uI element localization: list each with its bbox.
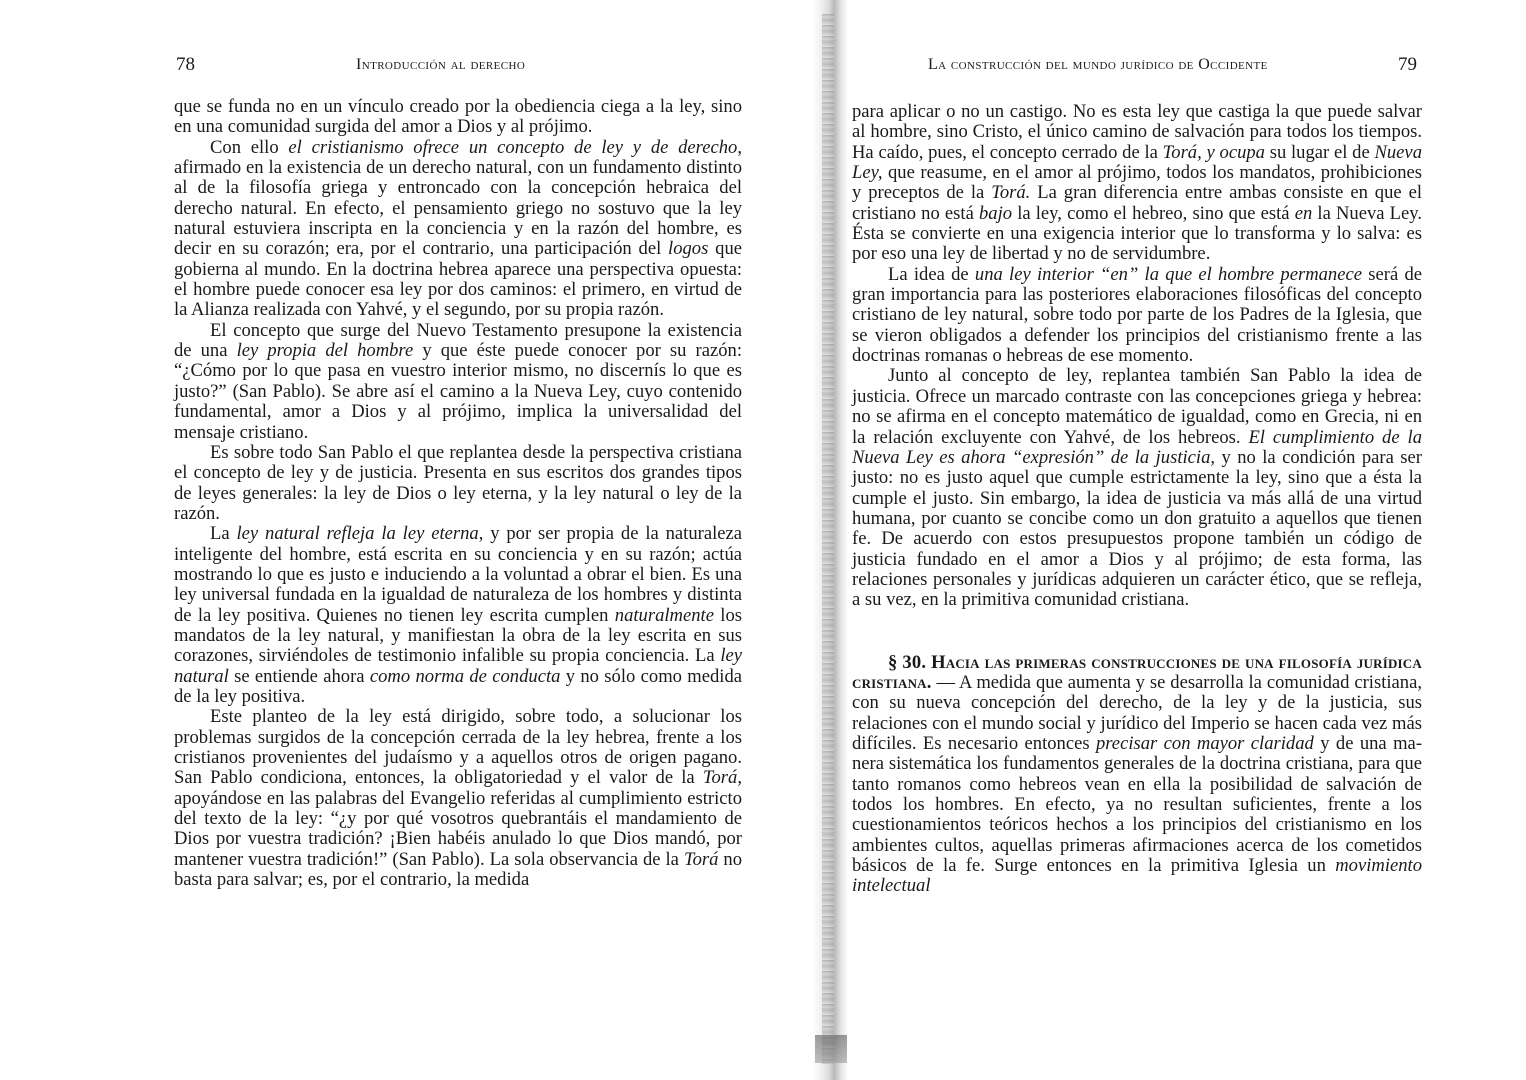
right-page bbox=[850, 0, 1526, 1080]
paragraph bbox=[174, 707, 742, 890]
italic-text: movimiento intelectual bbox=[852, 855, 1422, 897]
paragraph bbox=[174, 97, 742, 138]
text-run: y no la condición para ser justo: no es justo aquel que cumple estrictamente la ley, sino que a ésta la cumple el justo. Sin embargo, la idea de justicia va más allá de una virtud humana, por cuanto se concibe como un don gratuito a aquellos que tienen fe. De acuerdo con estos presupuestos propone también un código de justicia fundado en el amor a Dios y al prójimo; de esta forma, las relaciones personales y jurídicas adquieren un carácter ético, que se refleja, a su vez, en la primitiva comunidad cristiana. bbox=[852, 446, 1422, 611]
text-run: El concepto que surge del Nuevo Testamento presupone la existencia de una bbox=[174, 319, 742, 362]
paragraph bbox=[852, 653, 1422, 897]
italic-text: ley natural refleja la ley eterna bbox=[236, 523, 479, 545]
text-run: , apoyándose en las palabras del Evangelio referidas al cumplimiento estricto del texto de la ley: “¿y por qué vosotros quebrantáis el mandamiento de Dios por vuestra tradición? ¡Bien habéis anulado lo que Dios mandó, por mantener vuestra tradición!” (San Pablo). La sola observancia de la bbox=[174, 767, 742, 870]
text-run: Junto al concepto de ley, replantea también San Pablo la idea de justicia. Ofrece un marcado contraste con las concepciones griega y hebrea: no se afirma en el concepto matemático de igualdad, como en Grecia, ni en la relación excluyente con Yahvé, de los hebreos. bbox=[852, 365, 1422, 448]
body-text bbox=[174, 97, 742, 890]
paragraph bbox=[174, 138, 742, 321]
body-text bbox=[852, 102, 1422, 897]
paragraph bbox=[174, 524, 742, 707]
italic-text: Torá bbox=[683, 848, 719, 870]
text-run: y de una manera sistemática los fundamentos generales de la doctrina cristiana, para que tanto romanos como hebreos vean en ella la posibilidad de salvación de todos los hombres. En efecto, ya no resultan suficientes, frente a los cuestionamientos teóricos hechos a los principios del cristianismo en los ambientes cultos, aquellas primeras afirmaciones acerca de los cometidos básicos de la fe. Surge entonces en la primitiva Iglesia un bbox=[852, 732, 1423, 877]
text-run: que se funda no en un vínculo creado por la obediencia ciega a la ley, sino en una comunidad surgida del amor a Dios y al prójimo. bbox=[174, 96, 742, 138]
italic-text: Nueva Ley, bbox=[852, 141, 1422, 184]
text-run: Con ello bbox=[210, 136, 289, 158]
paragraph bbox=[852, 102, 1422, 265]
text-run: no basta para salvar; es, por el contrario, la medida bbox=[174, 848, 742, 891]
text-run: , afirmado en la existencia de un derecho natural, con un fundamento distinto al de la filosofía griega y entroncado con la concepción hebraica del derecho natural. En efecto, el pensamiento griego no sostuvo que la ley natural estuviera inscripta en la conciencia y en la razón del hombre, es decir en su corazón; era, por el contrario, una participación del bbox=[174, 136, 742, 260]
text-run: y que éste puede conocer por su razón: “¿Cómo por lo que pasa en vuestro interior mismo, no discernís lo que es justo?” (San Pablo). Se abre así el camino a la Nueva Ley, cuyo contenido fundamental, amor a Dios y al prójimo, implica la universalidad del mensaje cristiano. bbox=[174, 340, 742, 443]
text-run: La bbox=[210, 523, 237, 545]
text-run: la Nueva Ley. Ésta se convierte en una exigencia interior que lo transforma y lo salva: es por eso una ley de libertad y no de servidumbre. bbox=[852, 202, 1422, 265]
italic-text: El cumplimiento de la Nueva Ley es ahora “expresión” de la justicia, bbox=[852, 426, 1422, 468]
italic-text: ley natural bbox=[174, 645, 742, 687]
paragraph bbox=[174, 321, 742, 443]
text-run: para aplicar o no un castigo. No es esta ley que castiga la que puede salvar al hombre, sino Cristo, el único camino de salvación para todos los tiempos. Ha caído, pues, el concepto cerrado de la bbox=[852, 101, 1422, 163]
italic-text: el cristianismo ofrece un concepto de ley y de derecho bbox=[288, 136, 738, 158]
italic-text: Torá, y ocupa bbox=[1162, 141, 1265, 163]
text-run: , y por ser propia de la naturaleza inteligente del hombre, está escrita en su conciencia y en su razón; actúa mostrando lo que es justo e induciendo a la voluntad a obrar el bien. Es una ley universal fundada en la igualdad de naturaleza de los hombres y distinta de la ley positiva. Quienes no tienen ley escrita cumplen bbox=[174, 523, 742, 626]
text-run: La gran diferencia entre ambas consiste en que el cristiano no está bbox=[852, 182, 1422, 224]
running-head: Introducción al derecho bbox=[356, 56, 526, 73]
text-run: que gobierna al mundo. En la doctrina hebrea aparece una perspectiva opuesta: el hombre puede conocer esa ley por dos caminos: el primero, en virtud de la Alianza realizada con Yahvé, y el segundo, por su propia razón. bbox=[174, 238, 742, 321]
section-heading: § 30. Hacia las primeras construcciones de una filosofía jurídica cristiana. bbox=[852, 651, 1422, 693]
italic-text: logos bbox=[668, 238, 709, 260]
italic-text: precisar con mayor claridad bbox=[1095, 732, 1314, 754]
text-run: y no sólo como medida de la ley positiva. bbox=[174, 665, 743, 707]
text-run: su lugar el de bbox=[1264, 141, 1375, 163]
text-run: será de gran importancia para las posteriores elaboraciones filosóficas del concepto cristiano de ley natural, sobre todo por parte de los Padres de la Iglesia, que se vieron obligados a defender los principios del cristianismo frente a las doctrinas romanas o hebreas de ese momento. bbox=[852, 263, 1422, 367]
text-run: que reasume, en el amor al prójimo, todos los mandatos, prohibiciones y preceptos de la bbox=[852, 162, 1422, 204]
italic-text: como norma de conducta bbox=[369, 665, 561, 687]
text-run: — A medida que aumenta y se desarrolla la comunidad cristiana, con su nueva concepción del derecho, de la ley y de la justicia, sus relaciones con el mundo social y jurídico del Imperio se hacen cada vez más difíciles. Es necesario entonces bbox=[852, 671, 1422, 754]
running-head: La construcción del mundo jurídico de Occidente bbox=[928, 56, 1268, 73]
gutter-shadow bbox=[822, 14, 834, 1064]
text-run: la ley, como el hebreo, sino que está bbox=[1012, 202, 1295, 224]
text-run: se entiende ahora bbox=[228, 665, 370, 687]
italic-text: en bbox=[1294, 202, 1313, 224]
italic-text: ley propia del hombre bbox=[236, 340, 414, 362]
gutter-foot bbox=[815, 1035, 847, 1063]
italic-text: Torá bbox=[702, 767, 738, 789]
text-run: los mandatos de la ley natural, y manifiestan la obra de la ley escrita en sus corazones, sirviéndoles de testimonio infalible su propia conciencia. La bbox=[174, 604, 742, 667]
paragraph bbox=[174, 443, 742, 524]
page-number: 78 bbox=[176, 54, 195, 75]
italic-text: Torá. bbox=[991, 182, 1031, 204]
text-run: La idea de bbox=[888, 263, 975, 285]
section-spacer bbox=[852, 611, 1422, 653]
paragraph bbox=[852, 366, 1422, 610]
text-run: Este planteo de la ley está dirigido, sobre todo, a solucionar los problemas surgidos de la concepción cerrada de la ley hebrea, frente a los cristianos provenientes del judaísmo y a aquellos otros de origen pagano. San Pablo condiciona, entonces, la obligatoriedad y el valor de la bbox=[174, 706, 742, 789]
italic-text: bajo bbox=[978, 202, 1013, 224]
page-number: 79 bbox=[1398, 54, 1417, 75]
text-run: Es sobre todo San Pablo el que replantea desde la perspectiva cristiana el concepto de ley y de justicia. Presenta en sus escritos dos grandes tipos de leyes generales: la ley de Dios o ley eterna, y la ley natural o ley de la razón. bbox=[174, 441, 742, 524]
italic-text: una ley interior “en” la que el hombre permanece bbox=[974, 263, 1362, 285]
italic-text: naturalmente bbox=[614, 604, 714, 626]
paragraph bbox=[852, 265, 1422, 367]
